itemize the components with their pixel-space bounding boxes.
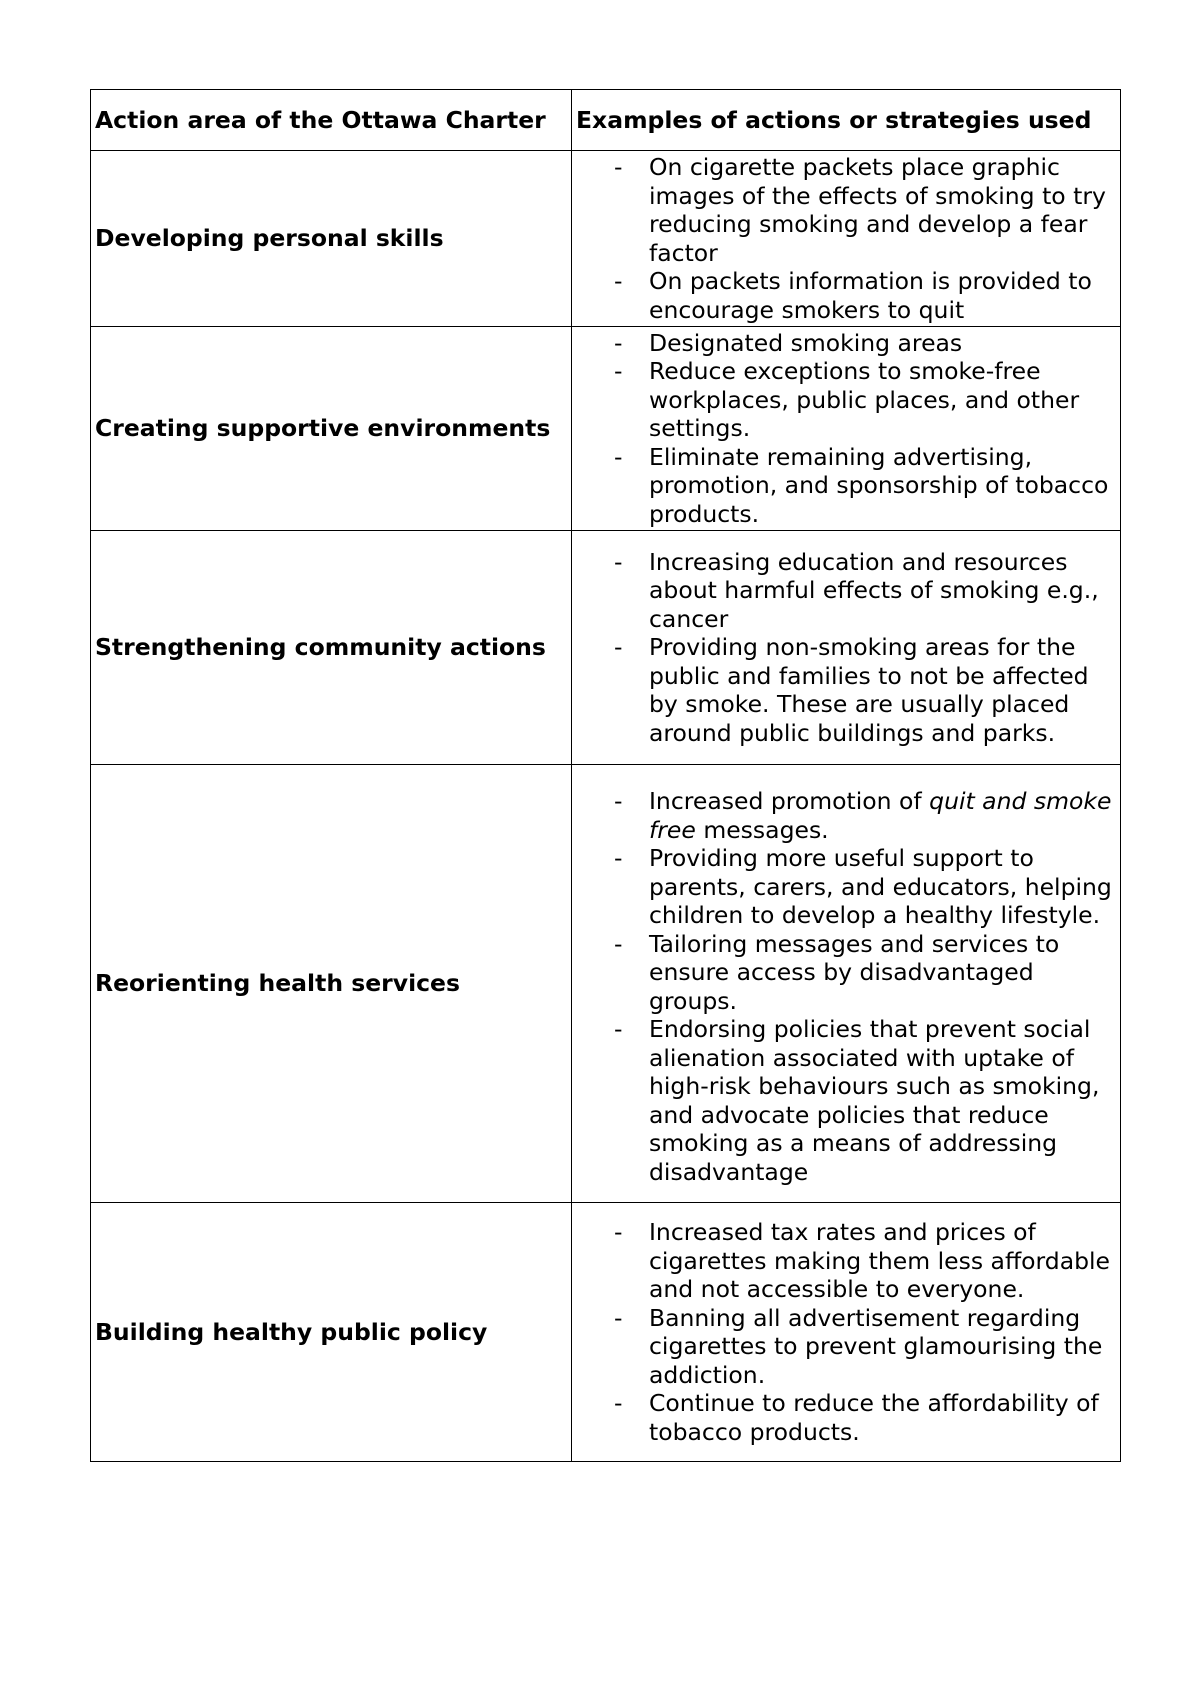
list-item-text: Increased tax rates and prices of cigarettes making them less affordable and not accessible to everyone. xyxy=(649,1218,1110,1303)
action-area-cell: Reorienting health services xyxy=(91,765,572,1203)
list-item-text: Designated smoking areas xyxy=(649,328,963,357)
list-item-text: Providing non-smoking areas for the public and families to not be affected by smoke. These are usually placed around public buildings and parks. xyxy=(649,633,1089,747)
list-item xyxy=(576,329,1116,358)
bullet-marker: - xyxy=(614,328,623,357)
bullet-marker: - xyxy=(614,267,623,295)
action-area-cell: Developing personal skills xyxy=(91,151,572,327)
bullet-marker: - xyxy=(614,153,623,181)
bullet-marker: - xyxy=(614,1218,623,1246)
action-area-cell: Strengthening community actions xyxy=(91,531,572,765)
examples-cell xyxy=(572,151,1121,327)
examples-list xyxy=(576,787,1116,1186)
list-item-text: Endorsing policies that prevent social alienation associated with uptake of high-risk behaviours such as smoking, and advocate policies that reduce smoking as a means of addressing disadvantage xyxy=(649,1015,1100,1186)
examples-cell xyxy=(572,531,1121,765)
list-item xyxy=(576,1304,1116,1390)
list-item xyxy=(576,443,1116,529)
header-action-area: Action area of the Ottawa Charter xyxy=(91,90,572,151)
list-item xyxy=(576,1218,1116,1304)
list-item xyxy=(576,548,1116,634)
list-item xyxy=(576,357,1116,443)
list-item xyxy=(576,633,1116,747)
list-item xyxy=(576,153,1116,267)
list-item xyxy=(576,1389,1116,1446)
bullet-marker: - xyxy=(614,357,623,386)
list-item-text: On packets information is provided to encourage smokers to quit xyxy=(649,267,1092,324)
list-item-text: Tailoring messages and services to ensure access by disadvantaged groups. xyxy=(649,929,1060,1015)
bullet-marker: - xyxy=(614,1015,623,1043)
table-row xyxy=(91,1203,1121,1462)
examples-list xyxy=(576,153,1116,324)
examples-cell xyxy=(572,765,1121,1203)
examples-list xyxy=(576,1218,1116,1446)
list-item xyxy=(576,930,1116,1016)
list-item-text: Providing more useful support to parents, carers, and educators, helping children to develop a healthy lifestyle. xyxy=(649,844,1112,929)
table-row xyxy=(91,765,1121,1203)
list-item-text: Banning all advertisement regarding cigarettes to prevent glamourising the addiction. xyxy=(649,1303,1103,1389)
list-item-text: Reduce exceptions to smoke-free workplaces, public places, and other settings. xyxy=(649,357,1080,443)
bullet-marker: - xyxy=(614,929,623,958)
bullet-marker: - xyxy=(614,844,623,872)
examples-cell xyxy=(572,327,1121,531)
bullet-marker: - xyxy=(614,1389,623,1417)
examples-cell xyxy=(572,1203,1121,1462)
list-item xyxy=(576,844,1116,930)
action-area-cell: Building healthy public policy xyxy=(91,1203,572,1462)
examples-list xyxy=(576,548,1116,748)
list-item xyxy=(576,1015,1116,1186)
ottawa-charter-table xyxy=(90,89,1121,1462)
list-item-text: On cigarette packets place graphic images of the effects of smoking to try reducing smoking and develop a fear factor xyxy=(649,153,1106,267)
list-item-text-before: Increased promotion of xyxy=(649,787,930,815)
list-item xyxy=(576,267,1116,324)
bullet-marker: - xyxy=(614,442,623,471)
list-item-text: Continue to reduce the affordability of tobacco products. xyxy=(649,1389,1099,1446)
header-row xyxy=(91,90,1121,151)
list-item xyxy=(576,787,1116,844)
list-item-text: Increasing education and resources about harmful effects of smoking e.g., cancer xyxy=(649,547,1099,633)
bullet-marker: - xyxy=(614,1303,623,1332)
table-row xyxy=(91,327,1121,531)
header-examples: Examples of actions or strategies used xyxy=(572,90,1121,151)
emphasized-text: quit and smoke free xyxy=(649,787,1112,844)
list-item-text: Eliminate remaining advertising, promotion, and sponsorship of tobacco products. xyxy=(649,442,1109,528)
examples-list xyxy=(576,329,1116,529)
table-row xyxy=(91,531,1121,765)
bullet-marker: - xyxy=(614,787,623,815)
list-item-text-after: messages. xyxy=(695,815,829,844)
bullet-marker: - xyxy=(614,547,623,576)
bullet-marker: - xyxy=(614,633,623,662)
action-area-cell: Creating supportive environments xyxy=(91,327,572,531)
table-row xyxy=(91,151,1121,327)
